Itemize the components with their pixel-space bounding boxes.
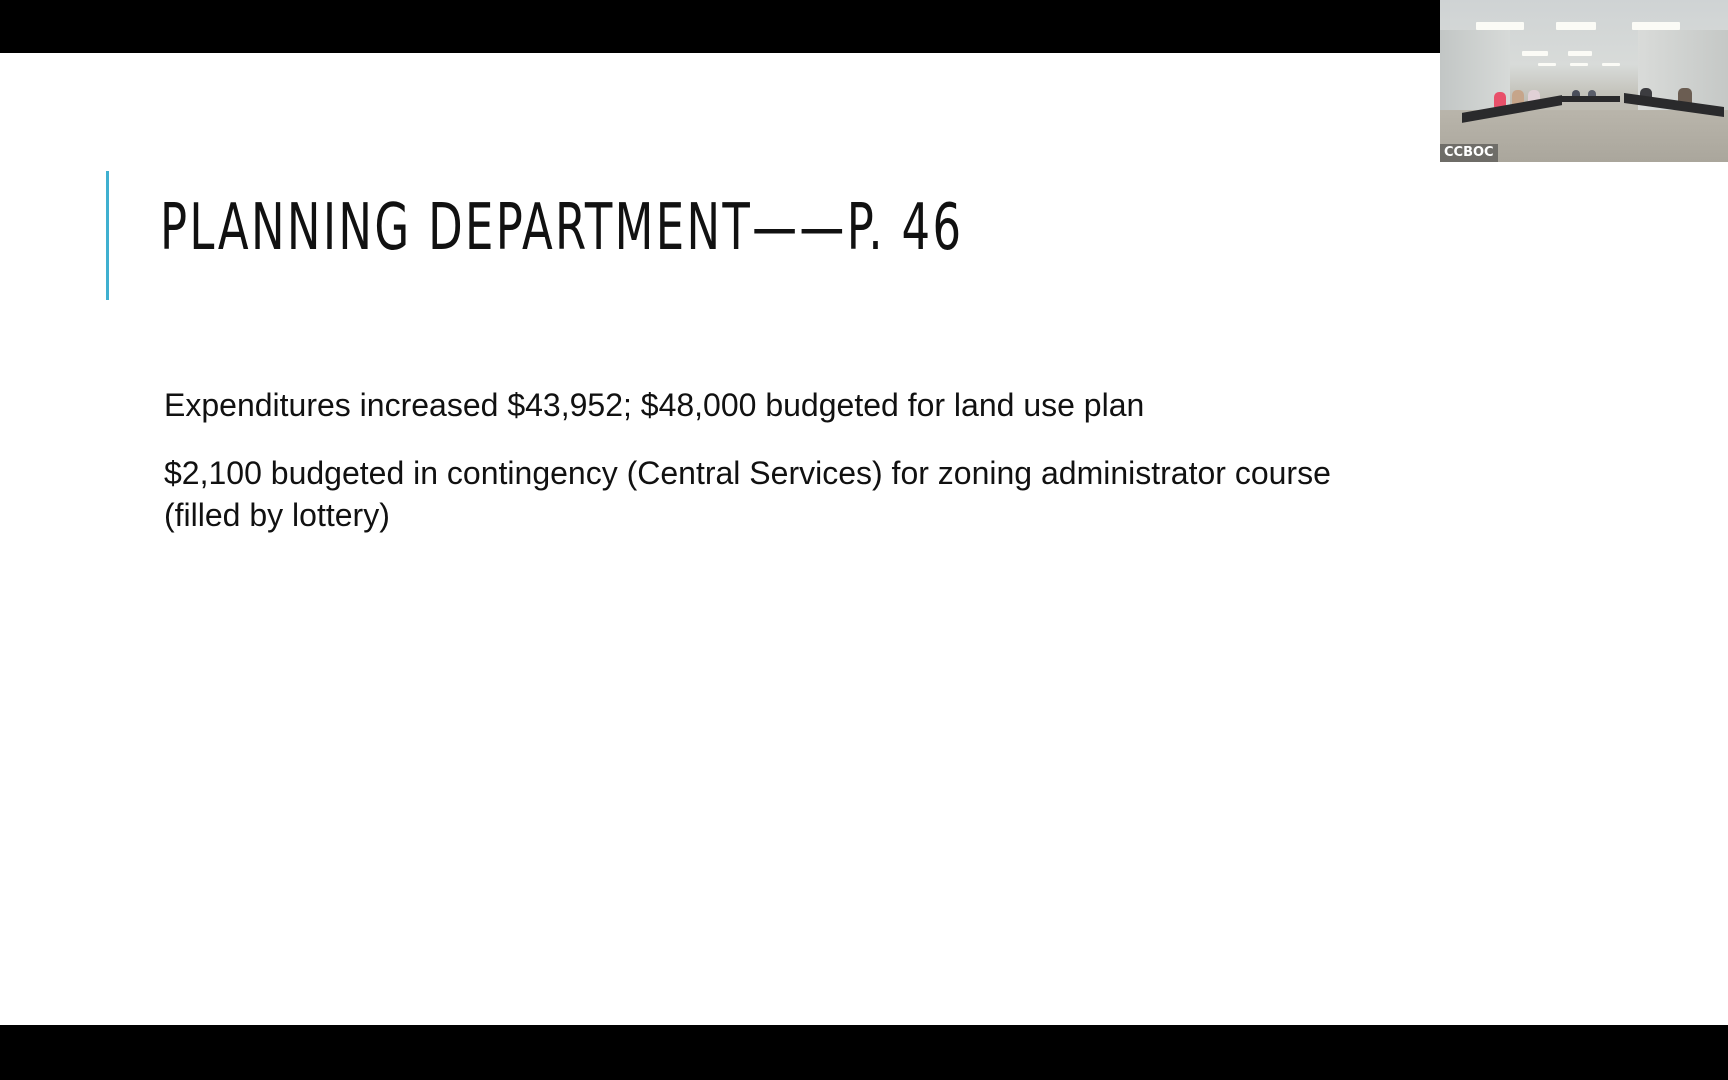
ceiling-light-icon	[1556, 22, 1596, 30]
webcam-label: CCBOC	[1440, 144, 1498, 162]
slide-title: PLANNING DEPARTMENT——P. 46	[160, 191, 964, 265]
meeting-table	[1560, 96, 1620, 102]
bullet-contingency: $2,100 budgeted in contingency (Central Services) for zoning administrator course	[164, 455, 1331, 491]
webcam-video-thumbnail[interactable]	[1440, 0, 1728, 162]
bullet-contingency-continued: (filled by lottery)	[164, 497, 390, 533]
ceiling-light-icon	[1632, 22, 1680, 30]
ceiling-light-icon	[1476, 22, 1524, 30]
ceiling-light-icon	[1602, 63, 1620, 66]
ceiling-light-icon	[1538, 63, 1556, 66]
ceiling-light-icon	[1570, 63, 1588, 66]
title-accent-bar	[106, 171, 109, 300]
letterbox-bottom	[0, 1025, 1728, 1080]
ceiling-light-icon	[1568, 51, 1592, 56]
ceiling-light-icon	[1522, 51, 1548, 56]
bullet-expenditures: Expenditures increased $43,952; $48,000 budgeted for land use plan	[164, 387, 1145, 423]
